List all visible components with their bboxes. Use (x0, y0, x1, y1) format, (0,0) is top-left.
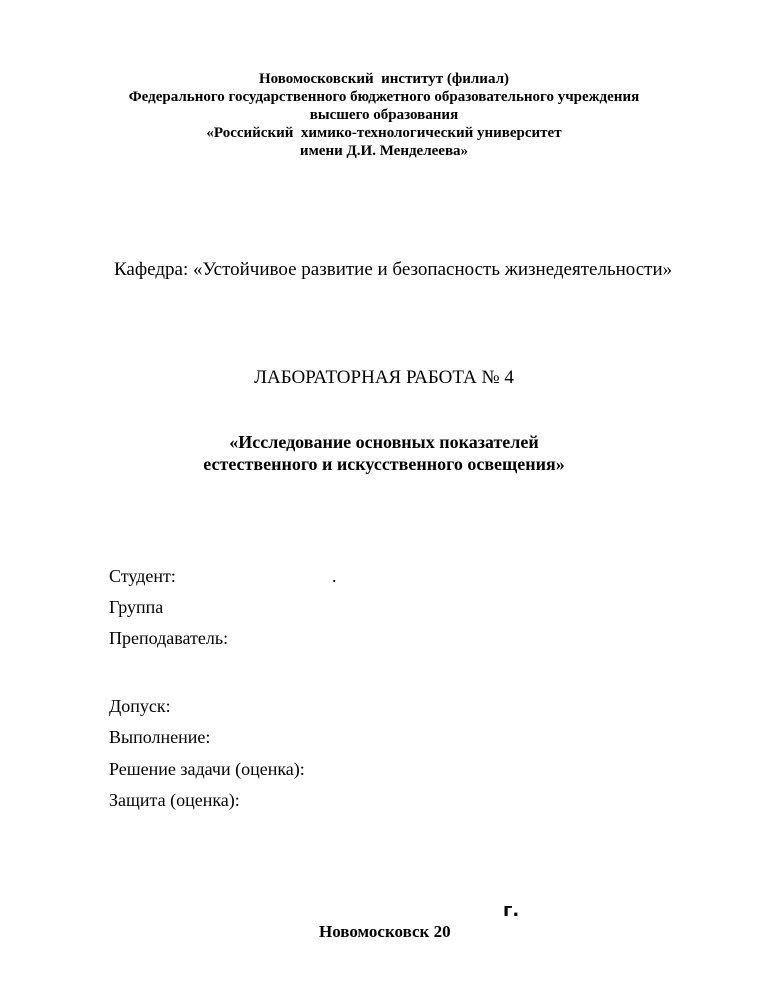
lab-work-title: ЛАБОРАТОРНАЯ РАБОТА № 4 (254, 367, 514, 388)
footer-year-suffix: г. (503, 900, 520, 921)
header-line-1: Новомосковский институт (филиал) (259, 71, 509, 87)
topic-line-2: естественного и искусственного освещения» (203, 454, 565, 474)
header-line-3: высшего образования (309, 107, 459, 123)
admission-label: Допуск: (109, 696, 171, 716)
teacher-label: Преподаватель: (109, 628, 229, 648)
lab-topic (0, 431, 768, 475)
defense-label: Защита (оценка): (109, 790, 240, 810)
header-line-5: имени Д.И. Менделеева» (299, 143, 469, 159)
institution-header (0, 70, 768, 160)
topic-line-1: «Исследование основных показателей (229, 432, 539, 452)
footer-city: Новомосковск 20 (319, 922, 451, 941)
header-line-4: «Российский химико-технологический университет (206, 125, 562, 141)
task-solution-label: Решение задачи (оценка): (109, 759, 305, 779)
student-label: Студент: (109, 566, 176, 586)
footer-city-year (302, 900, 520, 982)
student-field (109, 566, 337, 587)
student-value: . (332, 566, 337, 586)
execution-label: Выполнение: (109, 727, 211, 747)
header-line-2: Федерального государственного бюджетного образовательного учреждения (128, 89, 640, 105)
group-label: Группа (109, 597, 164, 617)
department-line: Кафедра: «Устойчивое развитие и безопасность жизнедеятельности» (114, 259, 673, 280)
